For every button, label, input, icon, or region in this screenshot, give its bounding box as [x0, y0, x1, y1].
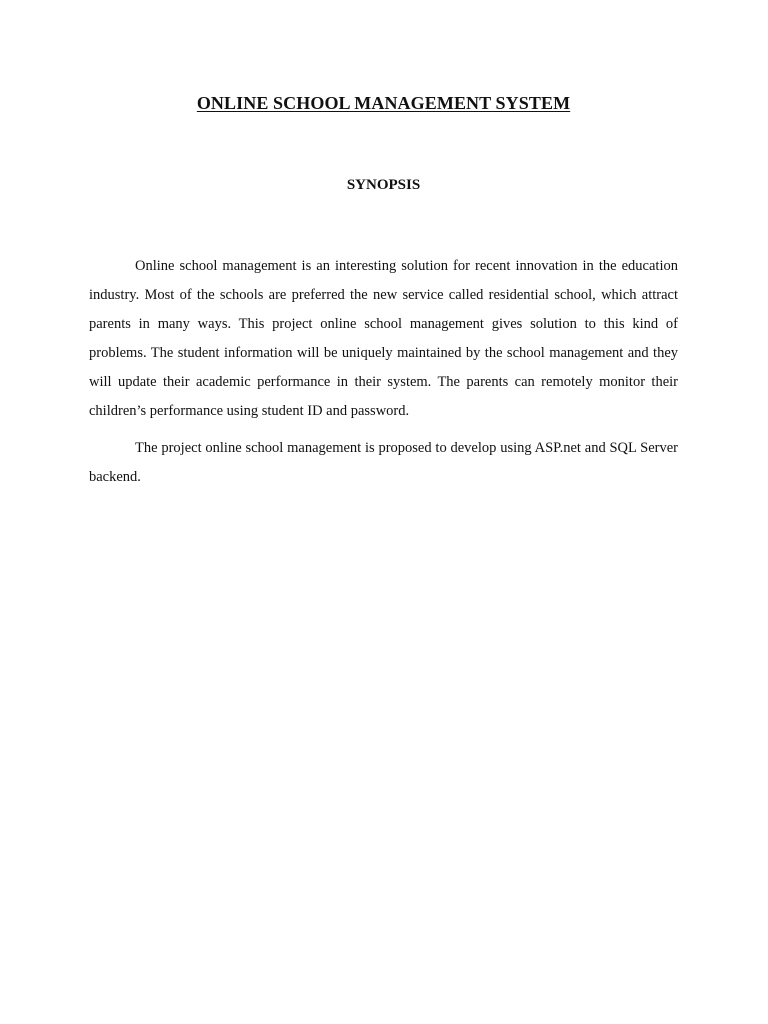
- section-heading: SYNOPSIS: [346, 177, 421, 193]
- paragraph: Online school management is an interesting solution for recent innovation in the education industry. Most of the schools are preferred the new service called residential school, which attract parents in many ways. This project online school management gives solution to this kind of problems. The student information will be uniquely maintained by the school management and they will update their academic performance in their system. The parents can remotely monitor their children’s performance using student ID and password.: [89, 258, 678, 419]
- paragraph: The project online school management is proposed to develop using ASP.net and SQL Server backend.: [89, 440, 678, 485]
- synopsis-body: [89, 252, 678, 492]
- document-title: ONLINE SCHOOL MANAGEMENT SYSTEM: [196, 93, 571, 113]
